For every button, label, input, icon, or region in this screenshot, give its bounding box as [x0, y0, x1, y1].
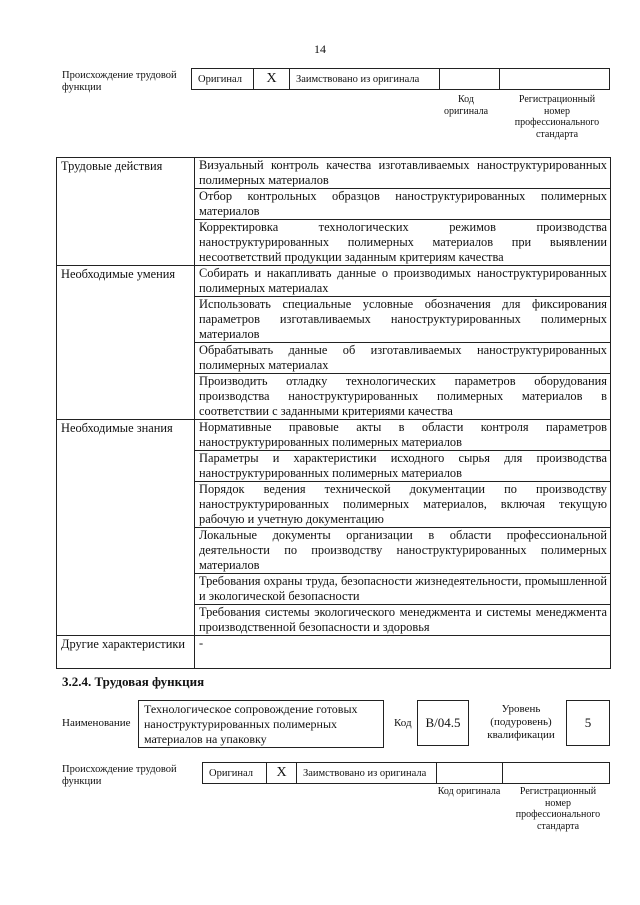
- function-code-box: B/04.5: [417, 700, 469, 746]
- row-header-skills: Необходимые умения: [57, 266, 195, 420]
- table-cell: Собирать и накапливать данные о производимых наноструктурированных полимерных материалах: [195, 266, 611, 297]
- table-row: [57, 266, 611, 297]
- table-cell: Корректировка технологических режимов производства наноструктурированных полимерных материалов при выявлении несоответствий продукции заданным критериям качества: [195, 220, 611, 266]
- row-header-knowledge: Необходимые знания: [57, 420, 195, 636]
- page-number: 14: [314, 42, 326, 56]
- origin-borrowed-cell-bottom: Заимствовано из оригинала: [297, 763, 437, 783]
- origin-label: Происхождение трудовой функции: [62, 70, 177, 93]
- origin-reg-cell: [500, 69, 609, 89]
- origin-mark-bottom: X: [267, 763, 297, 783]
- origin-original-cell-bottom: Оригинал: [203, 763, 267, 783]
- table-cell: Требования системы экологического менеджмента и системы менеджмента производственной безопасности и здоровья: [195, 605, 611, 636]
- origin-reg-caption: Регистрационный номер профессионального стандарта: [514, 94, 600, 140]
- origin-reg-cell-bottom: [503, 763, 609, 783]
- table-cell: Производить отладку технологических параметров оборудования производства наноструктурированных полимерных материалов в соответствии с заданными критериями качества: [195, 374, 611, 420]
- level-label: Уровень (подуровень) квалификации: [487, 703, 555, 741]
- origin-box-bottom: [202, 762, 610, 784]
- origin-code-cell: [440, 69, 500, 89]
- origin-label-bottom: Происхождение трудовой функции: [62, 764, 177, 787]
- origin-code-cell-bottom: [437, 763, 503, 783]
- table-cell: Обрабатывать данные об изготавливаемых наноструктурированных полимерных материалах: [195, 343, 611, 374]
- table-cell: Визуальный контроль качества изготавливаемых наноструктурированных полимерных материалов: [195, 158, 611, 189]
- table-cell: Параметры и характеристики исходного сырья для производства наноструктурированных полимерных материалов: [195, 451, 611, 482]
- section-title: 3.2.4. Трудовая функция: [62, 674, 205, 689]
- origin-code-caption-bottom: Код оригинала: [437, 786, 501, 797]
- table-cell: Требования охраны труда, безопасности жизнедеятельности, промышленной и экологической безопасности: [195, 574, 611, 605]
- table-cell: Нормативные правовые акты в области контроля параметров наноструктурированных полимерных материалов: [195, 420, 611, 451]
- origin-original-cell: Оригинал: [192, 69, 254, 89]
- name-label: Наименование: [62, 717, 131, 729]
- table-row: [57, 636, 611, 669]
- table-row: [57, 158, 611, 189]
- table-cell: -: [195, 636, 611, 669]
- function-name-box: Технологическое сопровождение готовых наноструктурированных полимерных материалов на упаковку: [138, 700, 384, 748]
- origin-reg-caption-bottom: Регистрационный номер профессионального стандарта: [515, 786, 601, 832]
- origin-code-caption: Код оригинала: [443, 94, 489, 117]
- table-row: [57, 420, 611, 451]
- table-cell: Отбор контрольных образцов наноструктурированных полимерных материалов: [195, 189, 611, 220]
- origin-borrowed-cell: Заимствовано из оригинала: [290, 69, 440, 89]
- row-header-actions: Трудовые действия: [57, 158, 195, 266]
- table-cell: Порядок ведения технической документации по производству наноструктурированных полимерных материалов, включая текущую рабочую и учетную документацию: [195, 482, 611, 528]
- code-label: Код: [394, 717, 412, 729]
- origin-mark: X: [254, 69, 290, 89]
- row-header-other: Другие характеристики: [57, 636, 195, 669]
- level-box: 5: [566, 700, 610, 746]
- origin-box: [191, 68, 610, 90]
- labor-function-table: [56, 157, 611, 669]
- table-cell: Локальные документы организации в области профессиональной деятельности по производству наноструктурированных полимерных материалов: [195, 528, 611, 574]
- table-cell: Использовать специальные условные обозначения для фиксирования параметров изготавливаемых наноструктурированных полимерных материалов: [195, 297, 611, 343]
